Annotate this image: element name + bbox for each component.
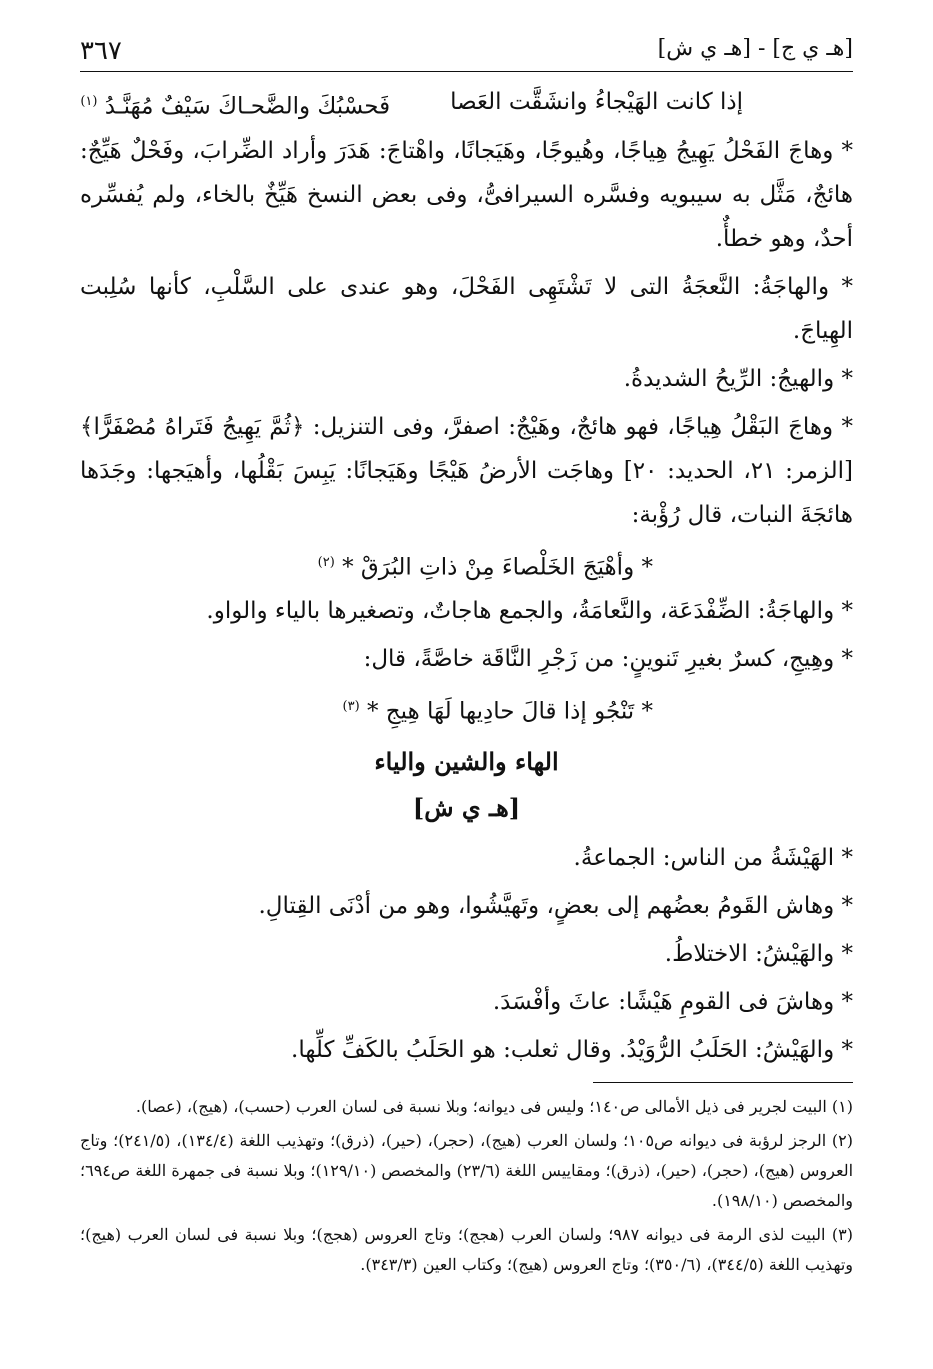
footnote-rule [593,1082,853,1083]
paragraph-hij-fahl: * وهاجَ الفَحْلُ يَهِيجُ هِياجًا، وهُيوجًا، وهَيَجانًا، واهْتاجَ: هَدَرَ وأراد الضِّرابَ، وفَحْلٌ هَيِّجٌ: هائجٌ، مَثَّل به سيبويه وفسَّره السيرافىُّ، وفى بعض النسخ هَيِّخٌ بالخاء، ولم يُفسِّره أحدٌ، وهو خطأٌ. [80,137,853,252]
paragraph-hij-zajr: * وهِيجِ، كسرٌ بغيرِ تَنوينٍ: من زَجْرِ النَّاقَة خاصَّةً، قال: [363,646,853,673]
paragraph-hash-fasad: * وهاشَ فى القومِ هَيْشًا: عاثَ وأفْسَدَ. [492,988,853,1015]
page-number: ٣٦٧ [80,36,122,66]
paragraph-haysh-halab: * والهَيْشُ: الحَلَبُ الرُّوَيْدُ. وقال ثعلب: هو الحَلَبُ بالكَفِّ كلِّها. [291,1036,853,1063]
footnote-ref-3: (٣) [342,699,360,715]
paragraph-hij-rih: * والهيجُ: الرِّيحُ الشديدةُ. [623,365,853,392]
paragraph-hash-qawm: * وهاش القَومُ بعضُهم إلى بعضٍ، وتَهيَّشُوا، وهو من أدْنَى القِتالِ. [258,892,853,919]
header-rule [80,71,853,72]
page-header [80,32,853,68]
paragraph-haysh-ikhtilat: * والهَيْشُ: الاختلاطُ. [664,940,853,967]
subsection-title: [هـ ي ش] [412,792,521,822]
section-title: الهاء والشين والياء [374,746,559,776]
verse-1 [80,80,853,129]
header-roots: [هـ ي ج] - [هـ ي ش] [657,36,853,61]
quote-ruba: * وأهْيَجَ الخَلْصاءَ مِنْ ذاتِ البُرَقْ * $^{(٢)}$ [317,554,653,581]
footnote-1: (١) البيت لجرير فى ذيل الأمالى ص١٤٠؛ وليس فى ديوانه؛ وبلا نسبة فى لسان العرب (حسب)، (هيج)، (عصا). [135,1097,853,1116]
footnote-ref-1: (١) [80,94,98,109]
paragraph-hajah: * والهاجَةُ: النَّعجَةُ التى لا تَشْتَهِى الفَحْلَ، وهو عندى على السَّلْبِ، كأنها سُلِبت الهِياجَ. [80,273,853,344]
footnote-ref-2: (٢) [317,554,335,570]
footnotes [80,1092,853,1284]
verse-1-hemistich-a: إذا كانت الهَيْجاءُ وانشَقَّت العَصا [450,89,743,115]
footnote-3: (٣) البيت لذى الرمة فى ديوانه ٩٨٧؛ ولسان العرب (هجج)؛ وتاج العروس (هجج)؛ وبلا نسبة فى لسان العرب (هيج)؛ وتهذيب اللغة (٣٤٤/٥)، (٣٥٠/٦)؛ وتاج العروس (هيج)؛ وكتاب العين (٣٤٣/٣). [80,1225,854,1274]
quote-tanju: * تَنْجُو إذا قالَ حادِيها لَهَا هِيجِ * $^{(٣)}$ [342,698,653,725]
paragraph-hayshah: * الهَيْشَةُ من الناس: الجماعةُ. [573,844,853,871]
verse-1-hemistich-b: فَحسْبُكَ والضَّحـاكَ سَيْفٌ مُهَنَّـدُ $^{(١)}$ [80,93,391,120]
main-text [80,80,853,1076]
footnote-2: (٢) الرجز لرؤبة فى ديوانه ص١٠٥؛ ولسان العرب (هيج)، (حجر)، (حير)، (ذرق)؛ وتهذيب اللغة (١٣٤/٤)، (٢٤١/٥)؛ وتاج العروس (هيج)، (حجر)، (حير)، (ذرق)؛ ومقاييس اللغة (٢٣/٦) والمخصص (١٢٩/١٠)؛ وبلا نسبة فى جمهرة اللغة ص٦٩٤؛ والمخصص (١٩٨/١٠). [80,1131,854,1210]
paragraph-hajah-difda: * والهاجَةُ: الضِّفْدَعَة، والنَّعامَةُ، والجمع هاجاتٌ، وتصغيرها بالياء والواو. [206,598,853,625]
paragraph-hij-baql: * وهاجَ البَقْلُ هِياجًا، فهو هائجٌ، وهَيْجٌ: اصفرَّ، وفى التنزيل: ﴿ثُمَّ يَهِيجُ فَتَراهُ مُصْفَرًّا﴾ [الزمر: ٢١، الحديد: ٢٠] وهاجَت الأرضُ هَيْجًا وهَيَجانًا: يَبِسَ بَقْلُها، وأهيَجها: وجَدَها هائجَةَ النبات، قال رُؤْبة: [80,413,853,528]
